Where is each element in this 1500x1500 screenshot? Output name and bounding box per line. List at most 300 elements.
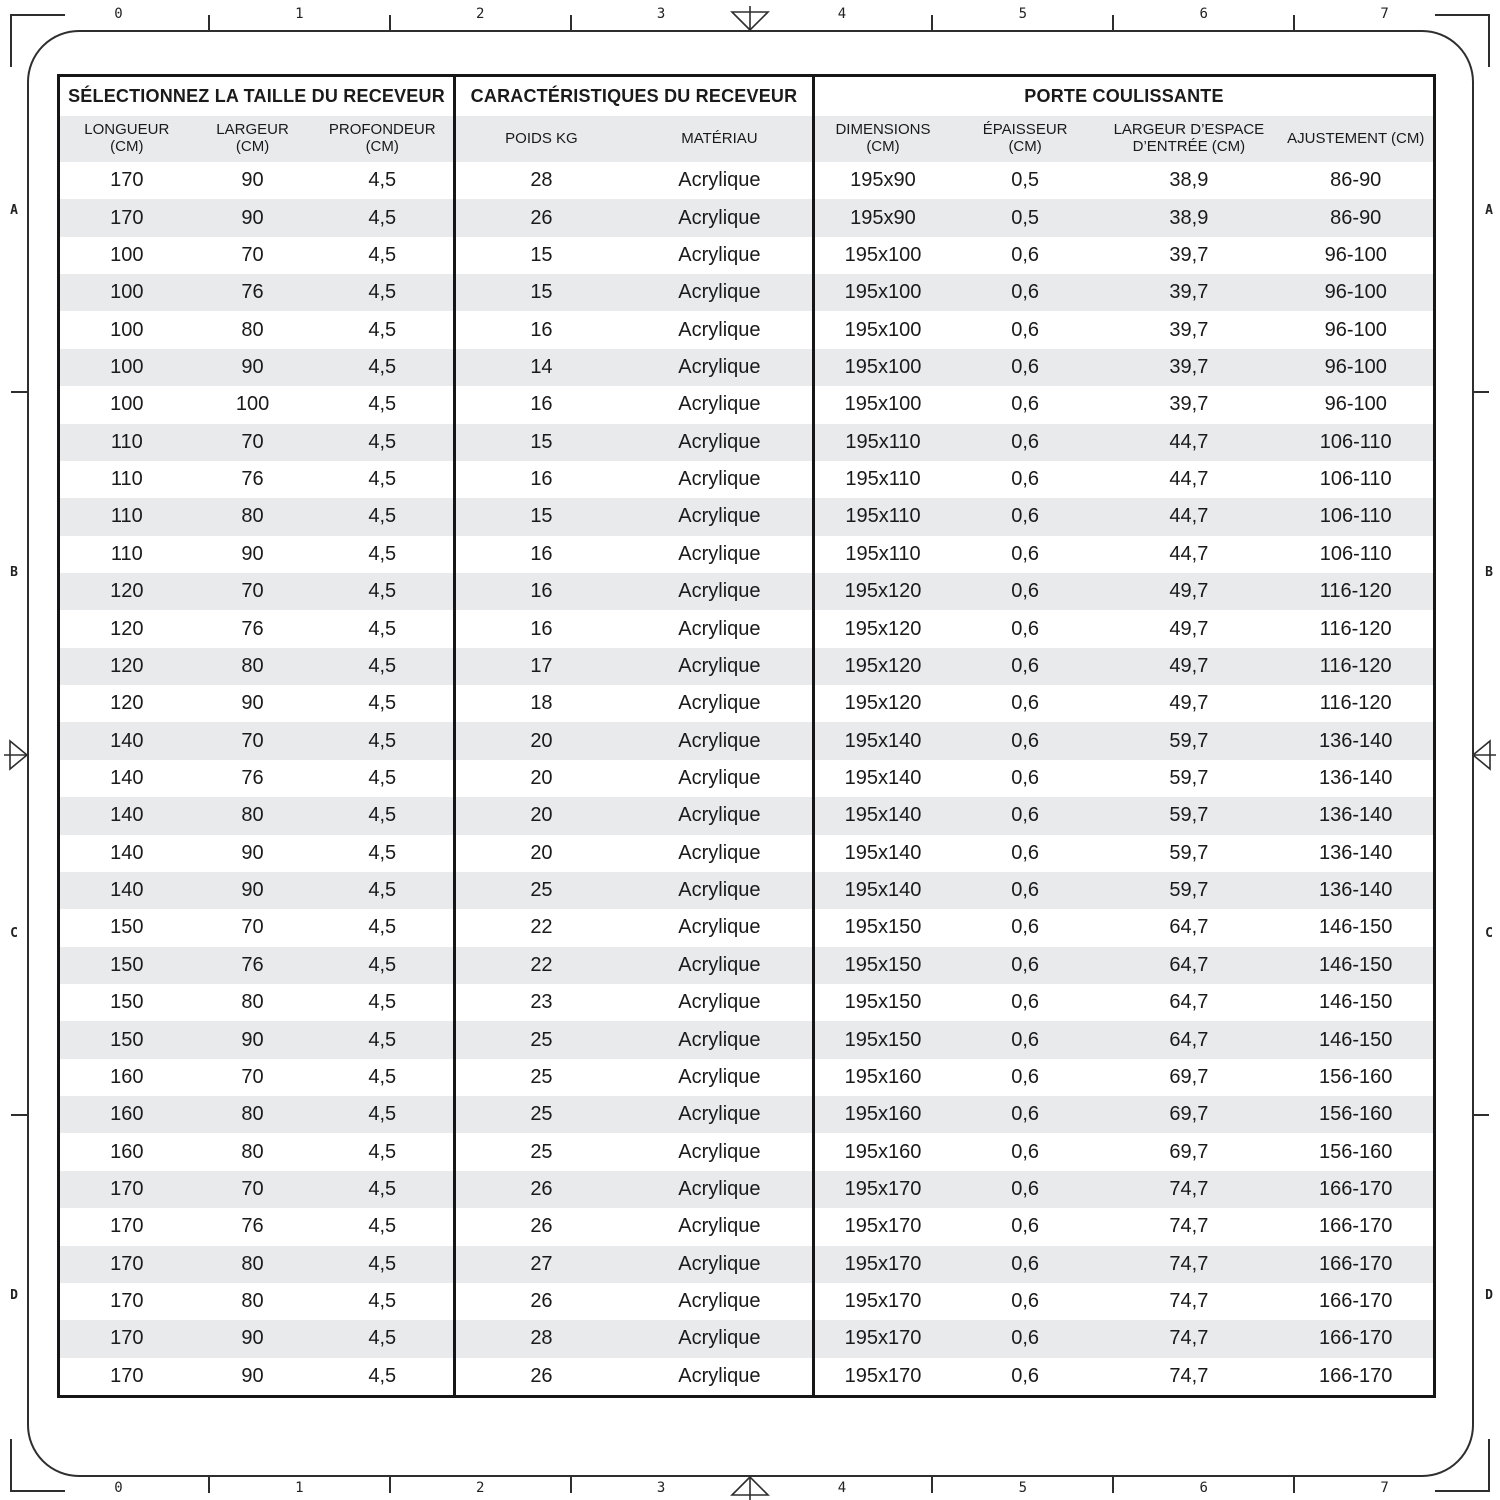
table-cell: 170 — [110, 1290, 144, 1313]
table-row — [456, 1208, 812, 1245]
table-row — [456, 909, 812, 946]
table-row — [60, 162, 453, 199]
table-cell: 4,5 — [368, 542, 397, 565]
table-row — [456, 1246, 812, 1283]
table-cell: 4,5 — [368, 1215, 397, 1238]
table-cell: Acrylique — [678, 804, 761, 827]
table-cell: 59,7 — [1169, 804, 1209, 827]
table-cell: 4,5 — [368, 729, 397, 752]
table-cell: 160 — [110, 1103, 144, 1126]
table-cell: 0,6 — [1011, 1177, 1040, 1200]
table-cell: 140 — [110, 804, 144, 827]
table-cell: Acrylique — [678, 841, 761, 864]
table-cell: 80 — [241, 318, 264, 341]
table-row — [60, 536, 453, 573]
table-cell: 4,5 — [368, 1290, 397, 1313]
table-row — [815, 1171, 1433, 1208]
table-cell: 195x100 — [844, 281, 922, 304]
table-cell: 150 — [110, 953, 144, 976]
table-cell: 0,6 — [1011, 804, 1040, 827]
table-cell: 100 — [110, 243, 144, 266]
table-cell: 59,7 — [1169, 841, 1209, 864]
table-row — [60, 1059, 453, 1096]
table-cell: 195x110 — [845, 542, 921, 565]
table-cell: 110 — [110, 542, 143, 565]
table-cell: 140 — [110, 729, 144, 752]
table-cell: 4,5 — [368, 953, 397, 976]
table-cell: 0,6 — [1011, 953, 1040, 976]
table-cell: 96-100 — [1324, 318, 1387, 341]
table-cell: Acrylique — [678, 1252, 761, 1275]
table-row — [60, 760, 453, 797]
table-cell: 76 — [241, 281, 264, 304]
table-cell: 28 — [530, 169, 553, 192]
table-cell: 26 — [530, 206, 553, 229]
table-cell: 150 — [110, 1028, 144, 1051]
section-title: SÉLECTIONNEZ LA TAILLE DU RECEVEUR — [68, 86, 445, 106]
table-row — [815, 835, 1433, 872]
ruler-tick-bottom — [208, 1477, 210, 1493]
table-row — [60, 199, 453, 236]
table-cell: 195x140 — [844, 729, 922, 752]
table-cell: 96-100 — [1324, 355, 1387, 378]
table-cell: 160 — [110, 1065, 144, 1088]
ruler-letter-right: A — [1485, 202, 1493, 218]
ruler-tick-bottom — [931, 1477, 933, 1493]
ruler-letter-left: B — [10, 564, 18, 580]
center-arrow-right-icon — [1473, 741, 1496, 769]
table-cell: 0,6 — [1011, 991, 1040, 1014]
table-cell: 195x120 — [844, 617, 922, 640]
table-cell: 4,5 — [368, 916, 397, 939]
ruler-tick-top — [389, 15, 391, 31]
table-row — [60, 685, 453, 722]
table-cell: 90 — [241, 1028, 264, 1051]
table-row — [60, 1283, 453, 1320]
table-cell: 80 — [241, 654, 264, 677]
table-cell: Acrylique — [678, 729, 761, 752]
table-cell: 4,5 — [368, 1103, 397, 1126]
table-cell: 195x140 — [844, 879, 922, 902]
ruler-number-bottom: 5 — [1018, 1480, 1028, 1496]
table-row — [815, 162, 1433, 199]
table-cell: 14 — [530, 355, 553, 378]
table-cell: 0,6 — [1011, 916, 1040, 939]
table-cell: Acrylique — [678, 916, 761, 939]
table-row — [815, 349, 1433, 386]
table-row — [60, 1171, 453, 1208]
table-cell: Acrylique — [678, 281, 761, 304]
table-cell: Acrylique — [678, 991, 761, 1014]
table-cell: 70 — [241, 580, 264, 603]
table-cell: 74,7 — [1169, 1215, 1209, 1238]
table-cell: Acrylique — [678, 1290, 761, 1313]
table-cell: Acrylique — [678, 953, 761, 976]
ruler-letter-left: D — [10, 1288, 18, 1304]
table-cell: 136-140 — [1319, 766, 1393, 789]
table-row — [456, 199, 812, 236]
table-cell: 17 — [530, 654, 553, 677]
table-cell: 0,6 — [1011, 654, 1040, 677]
column-header: PROFONDEUR (CM) — [328, 121, 436, 155]
table-cell: 90 — [241, 879, 264, 902]
table-cell: 100 — [110, 393, 144, 416]
table-cell: 90 — [241, 206, 264, 229]
table-row — [456, 461, 812, 498]
table-cell: 106-110 — [1319, 468, 1392, 491]
table-cell: 25 — [530, 1140, 553, 1163]
table-cell: 4,5 — [368, 318, 397, 341]
table-cell: 90 — [241, 1364, 264, 1387]
corner-mark-top-right — [1435, 14, 1490, 67]
table-cell: 116-120 — [1319, 580, 1392, 603]
ruler-tick-top — [931, 15, 933, 31]
table-row — [815, 984, 1433, 1021]
table-cell: 25 — [530, 1103, 553, 1126]
table-cell: 26 — [530, 1215, 553, 1238]
table-cell: 64,7 — [1169, 991, 1209, 1014]
table-cell: 146-150 — [1319, 991, 1393, 1014]
table-cell: 195x110 — [845, 468, 921, 491]
table-cell: 74,7 — [1169, 1364, 1209, 1387]
table-cell: 4,5 — [368, 1327, 397, 1350]
table-cell: 170 — [110, 1252, 144, 1275]
table-row — [815, 536, 1433, 573]
table-cell: Acrylique — [678, 243, 761, 266]
table-cell: 170 — [110, 169, 144, 192]
table-cell: 4,5 — [368, 1364, 397, 1387]
table-row — [815, 1358, 1433, 1395]
table-cell: 20 — [530, 841, 553, 864]
table-row — [815, 685, 1433, 722]
table-cell: 195x120 — [844, 692, 922, 715]
ruler-number-top: 6 — [1199, 6, 1208, 22]
table-row — [456, 685, 812, 722]
table-cell: 38,9 — [1169, 169, 1209, 192]
ruler-number-bottom: 2 — [475, 1480, 485, 1496]
table-row — [456, 1283, 812, 1320]
table-cell: 76 — [241, 766, 264, 789]
table-cell: 90 — [241, 841, 264, 864]
table-cell: 0,6 — [1011, 766, 1040, 789]
table-cell: 106-110 — [1319, 542, 1392, 565]
ruler-number-bottom: 1 — [295, 1480, 304, 1496]
table-cell: 4,5 — [368, 355, 397, 378]
table-cell: 70 — [241, 430, 264, 453]
table-row — [456, 1171, 812, 1208]
table-cell: 195x160 — [844, 1065, 922, 1088]
table-cell: 116-120 — [1319, 654, 1392, 677]
table-cell: 76 — [241, 468, 264, 491]
table-cell: 4,5 — [368, 243, 397, 266]
table-cell: 146-150 — [1319, 953, 1393, 976]
ruler-tick-bottom — [389, 1477, 391, 1493]
table-cell: 0,6 — [1011, 1103, 1040, 1126]
table-row — [815, 1021, 1433, 1058]
table-cell: 80 — [241, 1140, 264, 1163]
column-header-row — [456, 116, 812, 162]
table-cell: 4,5 — [368, 1252, 397, 1275]
table-cell: 49,7 — [1169, 617, 1209, 640]
ruler-number-bottom: 7 — [1380, 1480, 1389, 1496]
table-row — [456, 1358, 812, 1395]
table-row — [815, 1059, 1433, 1096]
table-row — [60, 1021, 453, 1058]
table-row — [456, 386, 812, 423]
table-cell: 195x90 — [850, 169, 916, 192]
center-arrow-left-icon — [4, 741, 27, 769]
table-cell: 90 — [241, 692, 264, 715]
ruler-tick-top — [1293, 15, 1295, 31]
table-cell: 22 — [530, 953, 553, 976]
table-cell: 195x150 — [844, 953, 922, 976]
column-header: LARGEUR D’ESPACE D’ENTRÉE (CM) — [1113, 121, 1265, 155]
table-row — [456, 349, 812, 386]
table-row — [815, 199, 1433, 236]
table-cell: 90 — [241, 542, 264, 565]
table-cell: 4,5 — [368, 692, 397, 715]
table-cell: 96-100 — [1324, 243, 1387, 266]
table-cell: 59,7 — [1169, 766, 1209, 789]
ruler-letter-left: A — [10, 202, 18, 218]
table-cell: Acrylique — [678, 169, 761, 192]
ruler-number-top: 1 — [295, 6, 304, 22]
ruler-tick-left — [11, 1114, 27, 1116]
table-row — [60, 1246, 453, 1283]
table-cell: 59,7 — [1169, 879, 1209, 902]
table-row — [60, 1096, 453, 1133]
table-cell: 150 — [110, 991, 144, 1014]
table-row — [60, 872, 453, 909]
table-cell: 195x140 — [844, 804, 922, 827]
table-cell: 4,5 — [368, 879, 397, 902]
table-cell: 23 — [530, 991, 553, 1014]
table-cell: 80 — [241, 505, 264, 528]
table-cell: 4,5 — [368, 617, 397, 640]
table-cell: 76 — [241, 1215, 264, 1238]
ruler-number-top: 2 — [475, 6, 485, 22]
table-cell: 0,6 — [1011, 617, 1040, 640]
table-cell: 16 — [530, 393, 553, 416]
table-row — [60, 797, 453, 834]
table-cell: 4,5 — [368, 1140, 397, 1163]
table-cell: 39,7 — [1169, 243, 1209, 266]
center-arrow-bottom-icon — [732, 1477, 768, 1500]
ruler-tick-top — [1112, 15, 1114, 31]
table-cell: 166-170 — [1319, 1252, 1393, 1275]
table-cell: 166-170 — [1319, 1215, 1393, 1238]
table-cell: Acrylique — [678, 580, 761, 603]
table-cell: 195x150 — [844, 991, 922, 1014]
ruler-tick-left — [11, 391, 27, 393]
table-cell: 156-160 — [1319, 1065, 1393, 1088]
table-cell: 4,5 — [368, 991, 397, 1014]
table-row — [456, 1059, 812, 1096]
table-cell: 74,7 — [1169, 1290, 1209, 1313]
table-row — [456, 947, 812, 984]
table-cell: Acrylique — [678, 206, 761, 229]
table-cell: 4,5 — [368, 1028, 397, 1051]
table-cell: 64,7 — [1169, 1028, 1209, 1051]
spec-table — [57, 74, 1436, 1398]
table-row — [456, 498, 812, 535]
table-cell: 39,7 — [1169, 318, 1209, 341]
table-cell: 64,7 — [1169, 953, 1209, 976]
table-row — [60, 424, 453, 461]
table-cell: Acrylique — [678, 468, 761, 491]
table-cell: 0,6 — [1011, 1290, 1040, 1313]
table-cell: 90 — [241, 355, 264, 378]
table-row — [456, 274, 812, 311]
column-header-row — [60, 116, 453, 162]
table-cell: 195x90 — [850, 206, 916, 229]
table-row — [60, 349, 453, 386]
table-row — [60, 610, 453, 647]
table-cell: Acrylique — [678, 692, 761, 715]
table-cell: 195x110 — [845, 505, 921, 528]
column-header: ÉPAISSEUR (CM) — [982, 121, 1068, 155]
table-row — [456, 1096, 812, 1133]
ruler-tick-right — [1473, 391, 1489, 393]
table-cell: 69,7 — [1169, 1065, 1209, 1088]
table-row — [456, 1133, 812, 1170]
ruler-tick-top — [208, 15, 210, 31]
table-cell: 4,5 — [368, 804, 397, 827]
table-row — [60, 947, 453, 984]
table-cell: 195x100 — [844, 318, 922, 341]
table-row — [60, 909, 453, 946]
table-cell: 110 — [110, 468, 143, 491]
corner-mark-bottom-right — [1435, 1439, 1490, 1492]
table-cell: 4,5 — [368, 468, 397, 491]
table-cell: 69,7 — [1169, 1140, 1209, 1163]
table-cell: 4,5 — [368, 654, 397, 677]
table-cell: 96-100 — [1324, 281, 1387, 304]
table-cell: 76 — [241, 953, 264, 976]
table-row — [815, 648, 1433, 685]
table-cell: 4,5 — [368, 281, 397, 304]
table-cell: 116-120 — [1319, 617, 1392, 640]
table-cell: 90 — [241, 1327, 264, 1350]
table-row — [815, 461, 1433, 498]
column-header: AJUSTEMENT (CM) — [1287, 129, 1425, 147]
table-cell: 86-90 — [1330, 169, 1382, 192]
table-row — [815, 1283, 1433, 1320]
table-cell: 0,6 — [1011, 1140, 1040, 1163]
table-row — [456, 984, 812, 1021]
column-header: LARGEUR (CM) — [216, 121, 289, 155]
section-body — [815, 162, 1433, 1395]
table-cell: 0,6 — [1011, 318, 1040, 341]
table-cell: 22 — [530, 916, 553, 939]
table-cell: 25 — [530, 1065, 553, 1088]
table-cell: 4,5 — [368, 1065, 397, 1088]
table-cell: 195x170 — [844, 1364, 922, 1387]
table-row — [815, 1246, 1433, 1283]
table-cell: 59,7 — [1169, 729, 1209, 752]
table-cell: 16 — [530, 468, 553, 491]
table-cell: 44,7 — [1169, 430, 1209, 453]
table-cell: 25 — [530, 879, 553, 902]
table-cell: 80 — [241, 1103, 264, 1126]
ruler-number-top: 3 — [656, 6, 666, 22]
table-cell: 120 — [110, 617, 144, 640]
table-cell: 26 — [530, 1177, 553, 1200]
section-caracteristiques-receveur — [453, 77, 812, 1395]
table-cell: Acrylique — [678, 318, 761, 341]
table-cell: 195x160 — [844, 1140, 922, 1163]
table-row — [456, 872, 812, 909]
table-cell: 49,7 — [1169, 654, 1209, 677]
table-row — [815, 797, 1433, 834]
table-cell: 195x100 — [844, 355, 922, 378]
table-row — [815, 573, 1433, 610]
table-cell: 0,6 — [1011, 1252, 1040, 1275]
table-cell: 44,7 — [1169, 542, 1209, 565]
table-cell: 195x150 — [844, 916, 922, 939]
table-cell: 170 — [110, 206, 144, 229]
table-cell: 28 — [530, 1327, 553, 1350]
table-cell: 166-170 — [1319, 1327, 1393, 1350]
ruler-tick-bottom — [1293, 1477, 1295, 1493]
table-cell: 106-110 — [1319, 505, 1392, 528]
table-cell: 170 — [110, 1364, 144, 1387]
table-cell: 195x170 — [844, 1327, 922, 1350]
table-row — [815, 311, 1433, 348]
table-cell: 4,5 — [368, 169, 397, 192]
table-cell: 110 — [110, 430, 143, 453]
ruler-tick-bottom — [570, 1477, 572, 1493]
table-cell: 4,5 — [368, 841, 397, 864]
table-cell: 0,6 — [1011, 1215, 1040, 1238]
table-cell: Acrylique — [678, 1364, 761, 1387]
table-cell: 100 — [110, 318, 144, 341]
table-row — [815, 1133, 1433, 1170]
ruler-number-bottom: 6 — [1199, 1480, 1208, 1496]
table-row — [815, 1320, 1433, 1357]
table-cell: 0,6 — [1011, 879, 1040, 902]
table-cell: 195x140 — [844, 841, 922, 864]
table-row — [456, 610, 812, 647]
table-row — [60, 498, 453, 535]
table-row — [815, 424, 1433, 461]
table-row — [815, 386, 1433, 423]
table-cell: 146-150 — [1319, 1028, 1393, 1051]
table-cell: 195x120 — [844, 654, 922, 677]
ruler-number-top: 0 — [114, 6, 123, 22]
column-header: LONGUEUR (CM) — [84, 121, 170, 155]
table-cell: 195x170 — [844, 1290, 922, 1313]
table-cell: Acrylique — [678, 654, 761, 677]
table-row — [456, 797, 812, 834]
table-row — [60, 984, 453, 1021]
table-row — [815, 1096, 1433, 1133]
ruler-number-top: 4 — [837, 6, 847, 22]
table-row — [456, 835, 812, 872]
table-cell: Acrylique — [678, 355, 761, 378]
table-cell: 74,7 — [1169, 1327, 1209, 1350]
table-cell: 195x100 — [844, 393, 922, 416]
table-cell: 195x140 — [844, 766, 922, 789]
table-cell: 70 — [241, 729, 264, 752]
table-row — [815, 722, 1433, 759]
table-row — [60, 1358, 453, 1395]
table-cell: Acrylique — [678, 505, 761, 528]
table-row — [60, 648, 453, 685]
table-cell: 100 — [235, 393, 270, 416]
table-cell: 0,6 — [1011, 1327, 1040, 1350]
table-cell: 0,6 — [1011, 729, 1040, 752]
